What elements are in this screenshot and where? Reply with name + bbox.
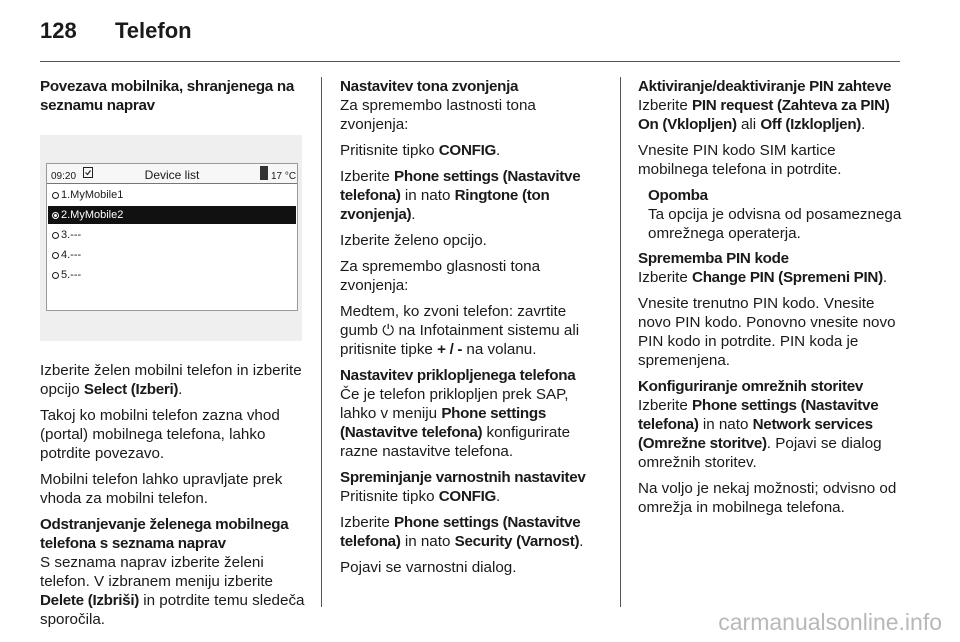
paragraph: Izberite Phone settings (Nastavitve telefona) in nato Network services (Omrežne storitve). Pojavi se dialog omrežnih storitev. [638,397,882,471]
device-list [47,186,297,284]
column-divider-2 [620,77,621,607]
device-list-item[interactable]: 5.--- [48,266,296,284]
heading-connected-phone-settings: Nastavitev priklopljenega telefona [340,367,576,384]
screen-temperature: 17 °C [271,171,297,182]
device-list-item[interactable]: 4.--- [48,246,296,264]
radio-selected-icon [52,212,59,219]
paragraph: Izberite Change PIN (Spremeni PIN). [638,269,888,286]
device-list-item-selected[interactable]: 2.MyMobile2 [48,206,296,224]
paragraph: Izberite Phone settings (Nastavitve telefona) in nato Security (Varnost). [340,514,584,550]
screen-time: 09:20 [51,171,77,182]
power-knob-icon: ⏻ [382,322,395,339]
heading-network-services: Konfiguriranje omrežnih storitev [638,378,863,395]
heading-security-settings: Spreminjanje varnostnih nastavitev [340,469,586,486]
screen-title: Device list [144,168,200,182]
column-1 [40,77,308,636]
paragraph: Izberite želen mobilni telefon in izberite opcijo Select (Izberi). [40,362,302,398]
paragraph: Pojavi se varnostni dialog. [340,559,517,576]
paragraph: Izberite želeno opcijo. [340,232,487,249]
paragraph: Izberite PIN request (Zahteva za PIN) On (Vklopljen) ali Off (Izklopljen). [638,97,890,133]
paragraph: Mobilni telefon lahko upravljate prek vhoda za mobilni telefon. [40,471,283,507]
thermometer-icon [260,166,268,180]
radio-icon [52,272,59,279]
note-box [648,186,903,243]
device-list-screenshot [40,135,302,341]
radio-icon [52,252,59,259]
screen-status-bar [47,164,297,184]
column-divider-1 [321,77,322,607]
watermark: carmanualsonline.info [718,609,942,635]
heading-connect-stored-phone: Povezava mobilnika, shranjenega na seznamu naprav [40,78,294,114]
page-number: 128 [40,18,77,43]
paragraph: Za spremembo lastnosti tona zvonjenja: [340,97,536,133]
note-text: Ta opcija je odvisna od posameznega omrežnega operaterja. [648,206,902,242]
device-list-item[interactable]: 3.--- [48,226,296,244]
heading-change-pin: Sprememba PIN kode [638,250,789,267]
radio-icon [52,232,59,239]
paragraph: Pritisnite tipko CONFIG. [340,142,501,159]
paragraph: S seznama naprav izberite želeni telefon. V izbranem meniju izberite Delete (Izbriši) in potrdite temu sledeča sporočila. [40,554,305,628]
column-3 [638,77,903,524]
paragraph: Takoj ko mobilni telefon zazna vhod (portal) mobilnega telefona, lahko potrdite povezavo. [40,407,280,462]
paragraph: Če je telefon priklopljen prek SAP, lahko v meniju Phone settings (Nastavitve telefona) konfigurirate razne nastavitve telefona. [340,386,571,460]
paragraph: Vnesite PIN kodo SIM kartice mobilnega telefona in potrdite. [638,142,842,178]
column-2 [340,77,605,584]
heading-remove-phone: Odstranjevanje želenega mobilnega telefona s seznama naprav [40,516,289,552]
paragraph: Vnesite trenutno PIN kodo. Vnesite novo PIN kodo. Ponovno vnesite novo PIN kodo in potrdite. PIN koda je spremenjena. [638,295,896,369]
paragraph: Za spremembo glasnosti tona zvonjenja: [340,258,541,294]
paragraph: Pritisnite tipko CONFIG. [340,488,501,505]
heading-pin-request: Aktiviranje/deaktiviranje PIN zahteve [638,78,892,95]
heading-ringtone: Nastavitev tona zvonjenja [340,78,519,95]
radio-icon [52,192,59,199]
paragraph: Na voljo je nekaj možnosti; odvisno od omrežja in mobilnega telefona. [638,480,897,516]
device-list-item[interactable]: 1.MyMobile1 [48,186,296,204]
section-title: Telefon [115,18,192,43]
page-header [40,18,192,44]
display-screen [46,163,298,311]
header-divider [40,61,900,62]
paragraph: Izberite Phone settings (Nastavitve telefona) in nato Ringtone (ton zvonjenja). [340,168,581,223]
paragraph: Medtem, ko zvoni telefon: zavrtite gumb ⏻ na Infotainment sistemu ali pritisnite tipke + / - na volanu. [340,303,580,358]
note-title: Opomba [648,187,708,204]
